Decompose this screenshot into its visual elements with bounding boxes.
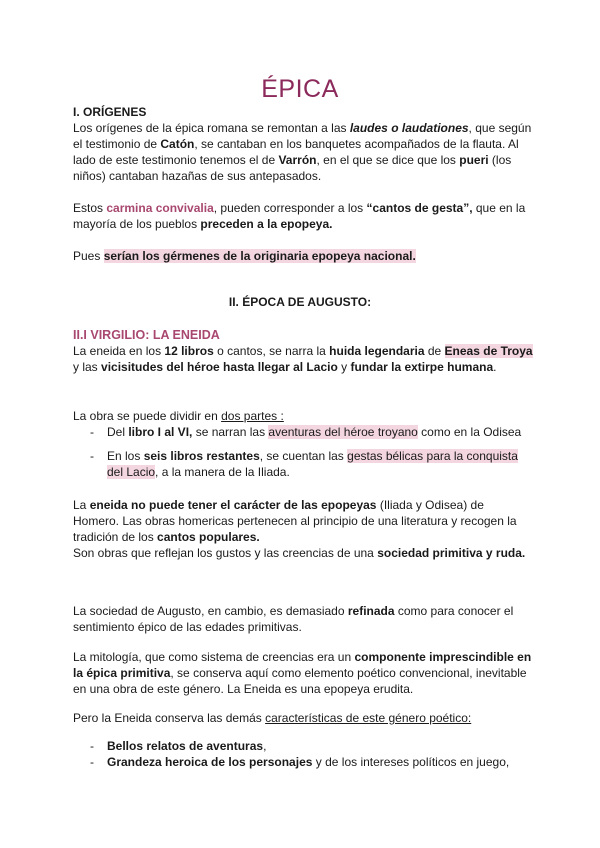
term-12-libros: 12 libros [164,344,214,358]
term-grandeza-heroica: Grandeza heroica de los personajes [107,755,313,769]
eneida-paragraph-1 [73,343,533,375]
term-varron: Varrón [278,153,317,167]
origins-paragraph-2 [73,200,533,232]
text-run: La [73,498,90,512]
text-run: La mitología, que como sistema de creencias era un [73,650,355,664]
text-run: y las [73,360,102,374]
dash-bullet: - [90,755,94,769]
division-intro [73,408,533,424]
term-fundar: fundar la extirpe humana [350,360,494,374]
eneida-paragraph-5 [73,710,533,726]
term-pueri: pueri [459,153,489,167]
origins-paragraph-1 [73,120,533,184]
term-caton: Catón [160,137,195,151]
list-item-text [107,754,527,770]
term-sociedad-primitiva: sociedad primitiva y ruda. [377,546,526,560]
term-preceden: preceden a la epopeya. [200,217,333,231]
text-run: , se cantaban en los banquetes acompañados de la flauta. Al lado de este testimonio tenemos el de [73,137,519,167]
text-run: Pues [73,249,104,263]
text-run: En los [107,449,144,463]
text-run: (Iliada y Odisea) de Homero. Las obras homericas pertenecen al principio de una literatura y recogen la tradición de los [73,498,517,544]
term-seis-libros: seis libros restantes [143,449,260,463]
term-refinada: refinada [347,604,395,618]
text-run: , a la manera de la Iliada. [155,465,290,479]
text-run: como para conocer el sentimiento épico de las edades primitivas. [73,604,514,634]
text-run: , en el que se dice que los [316,153,460,167]
text-run: como en la Odisea [417,425,522,439]
text-run: o cantos, se narra la [213,344,330,358]
text-run: que en la mayoría de los pueblos [73,201,526,231]
section-heading-origins: I. ORÍGENES [73,105,147,119]
text-run: Son obras que reflejan los gustos y las creencias de una [73,546,378,560]
term-cantos-de-gesta: “cantos de gesta”, [366,201,473,215]
term-carmina-convivalia: carmina convivalia [106,201,214,215]
text-run: y de los intereses políticos en juego, [312,755,510,769]
term-bellos-relatos: Bellos relatos de aventuras [107,739,264,753]
list-item-text [107,448,527,480]
underlined-caracteristicas: características de este género poético: [265,711,472,725]
term-vicisitudes: vicisitudes del héroe hasta llegar al Lacio [101,360,338,374]
subsection-heading-virgilio: II.I VIRGILIO: LA ENEIDA [73,328,220,342]
text-run: de [424,344,445,358]
term-no-puede-tener: eneida no puede tener el carácter de las epopeyas [89,498,377,512]
text-run: Pero la Eneida conserva las demás [73,711,266,725]
underlined-dos-partes: dos partes : [221,409,284,423]
text-run: , se cuentan las [259,449,348,463]
dash-bullet: - [90,449,94,463]
list-item-text [107,424,527,440]
highlight-germenes: serían los gérmenes de la originaria epopeya nacional. [103,249,416,263]
text-run: (los niños) cantaban hazañas de sus antepasados. [73,153,512,183]
eneida-paragraph-3 [73,603,533,635]
eneida-paragraph-4 [73,649,533,697]
text-run: , que según el testimonio de [73,121,532,151]
origins-paragraph-3 [73,248,533,264]
text-run: , [263,739,267,753]
highlight-aventuras: aventuras del héroe troyano [268,425,418,439]
text-run: La sociedad de Augusto, en cambio, es demasiado [73,604,348,618]
text-run: y [337,360,351,374]
page-title: ÉPICA [261,75,339,103]
highlight-eneas-de-troya: Eneas de Troya [444,344,533,358]
heading-text: II. ÉPOCA DE AUGUSTO [228,295,368,309]
term-cantos-populares: cantos populares. [157,530,260,544]
text-run: , se conserva aquí como elemento poético convencional, inevitable en una obra de este género. La Eneida es una epopeya erudita. [73,666,527,696]
text-run: Del [107,425,129,439]
term-libro-i-vi: libro I al VI, [128,425,193,439]
text-run: Los orígenes de la épica romana se remontan a las [73,121,350,135]
section-heading-augusto [0,294,600,310]
highlight-gestas-belicas: gestas bélicas para la conquista del Lacio [107,449,518,479]
text-run: La obra se puede dividir en [73,409,222,423]
text-run: , pueden corresponder a los [213,201,367,215]
eneida-paragraph-2 [73,497,533,561]
text-run: . [493,360,497,374]
text-run: Estos [73,201,107,215]
text-run: se narran las [192,425,269,439]
list-item-text [107,738,527,754]
heading-colon: : [367,295,372,309]
term-laudes: laudes o laudationes [349,121,469,135]
dash-bullet: - [90,739,94,753]
term-huida-legendaria: huida legendaria [329,344,425,358]
dash-bullet: - [90,425,94,439]
text-run: La eneida en los [73,344,165,358]
term-componente: componente imprescindible en la épica primitiva [73,650,532,680]
